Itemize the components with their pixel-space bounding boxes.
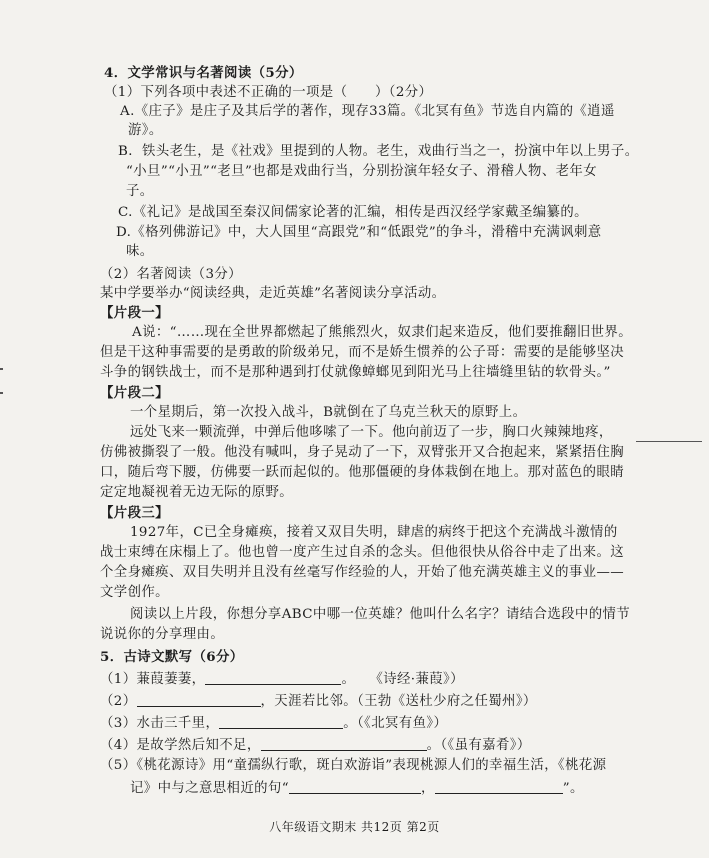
answer-blank[interactable] [219, 714, 343, 729]
q5-item-3 [100, 714, 447, 733]
q5-item-2-prompt: （2） [100, 694, 137, 709]
q4-1-option-d: D.《格列佛游记》中，大人国里“高跟党”和“低跟党”的争斗，滑稽中充满讽刺意 [116, 225, 602, 240]
answer-blank[interactable] [205, 670, 341, 685]
q5-item-2 [100, 692, 537, 711]
fragment-1-title: 【片段一】 [100, 305, 169, 321]
q4-1-option-b: B．铁头老生，是《社戏》里提到的人物。老生，戏曲行当之一，扮演中年以上男子。 [118, 144, 639, 159]
margin-binding-mark [0, 392, 3, 394]
q5-item-5-end: ”。 [562, 781, 584, 796]
margin-binding-mark [0, 368, 3, 370]
answer-blank[interactable] [261, 736, 427, 751]
q5-item-5-separator: ， [420, 781, 435, 796]
q5-heading: 5．古诗文默写（6分） [100, 649, 244, 665]
fragment-1-line: 但是干这种事需要的是勇敢的阶级弟兄，而不是娇生惯养的公子哥：需要的是能够坚决 [100, 345, 625, 360]
q4-1-stem: （1）下列各项中表述不正确的一项是（ ）（2分） [104, 85, 433, 100]
fragment-3-title: 【片段三】 [100, 505, 169, 521]
fragment-2-line: 远处飞来一颗流弹，中弹后他哆嗦了一下。他向前迈了一步，胸口火辣辣地疼， [130, 425, 613, 440]
q5-item-1-prompt: （1）蒹葭萋萋， [100, 672, 206, 687]
fragment-2-line: 仿佛被撕裂了一般。他没有喊叫，身子晃动了一下，双臂张开又合抱起来，紧紧捂住胸 [100, 445, 625, 460]
q5-item-5: （5）《桃花源诗》用“童孺纵行歌，斑白欢游诣”表现桃源人们的幸福生活，《桃花源 [100, 758, 607, 773]
fragment-3-line: 个全身瘫痪、双目失明并且没有丝毫写作经验的人，开始了他充满英雄主义的事业—— [100, 565, 625, 580]
fragment-3-line: 1927年，C已全身瘫痪，接着又双目失明，肆虐的病终于把这个充满战斗激情的 [130, 525, 618, 540]
q5-item-3-prompt: （3）水击三千里， [100, 716, 220, 731]
q4-1-option-b-cont: 子。 [126, 184, 154, 199]
q4-1-option-b-cont: “小旦”“小丑”“老旦”也都是戏曲行当，分别扮演年轻女子、滑稽人物、老年女 [126, 164, 597, 179]
fragment-3-line: 战士束缚在床榻上了。他也曾一度产生过自杀的念头。但他很快从俗谷中走了出来。这 [100, 545, 625, 560]
q4-1-option-a-cont: 游》。 [128, 123, 163, 138]
q4-2-task: 阅读以上片段，你想分享ABC中哪一位英雄？他叫什么名字？请结合选段中的情节 [130, 607, 631, 622]
fragment-3-line: 文学创作。 [100, 585, 169, 600]
q5-item-1 [100, 670, 464, 689]
fragment-2-line: 定定地凝视着无边无际的原野。 [100, 485, 294, 500]
page-footer: 八年级语文期末 共12页 第2页 [269, 820, 440, 834]
q5-item-5-cont [130, 779, 584, 798]
answer-line-margin [636, 441, 702, 442]
q4-1-option-d-cont: 味。 [126, 244, 154, 259]
q5-item-1-source: 。 《诗经·蒹葭》） [341, 672, 464, 687]
q5-item-4 [100, 736, 531, 755]
q5-item-4-prompt: （4）是故学然后知不足， [100, 738, 261, 753]
fragment-2-line: 口，随后弯下腰，仿佛要一跃而起似的。他那僵硬的身体栽倒在地上。那对蓝色的眼睛 [100, 465, 625, 480]
q4-heading: 4．文学常识与名著阅读（5分） [104, 65, 303, 81]
fragment-2-line: 一个星期后，第一次投入战斗，B就倒在了乌克兰秋天的原野上。 [130, 405, 527, 420]
q4-1-option-a: A.《庄子》是庄子及其后学的著作，现存33篇。《北冥有鱼》节选自内篇的《逍遥 [120, 104, 615, 119]
answer-blank[interactable] [289, 779, 421, 794]
fragment-2-title: 【片段二】 [100, 385, 169, 401]
q5-item-3-source: 。（《北冥有鱼》） [343, 716, 448, 731]
q4-2-stem: （2）名著阅读（3分） [100, 267, 242, 282]
fragment-1-line: 斗争的钢铁战士，而不是那种遇到打仗就像蟑螂见到阳光马上往墙缝里钻的软骨头。” [100, 365, 611, 380]
q4-2-task-cont: 说说你的分享理由。 [100, 627, 225, 642]
q5-item-4-source: 。（《虽有嘉肴》） [426, 738, 531, 753]
q5-item-5-prompt: 记》中与之意思相近的句“ [130, 781, 289, 796]
answer-blank[interactable] [137, 692, 261, 707]
q4-1-option-c: C.《礼记》是战国至秦汉间儒家论著的汇编，相传是西汉经学家戴圣编纂的。 [118, 205, 588, 220]
q5-item-2-source: ，天涯若比邻。（王勃《送杜少府之任蜀州》） [260, 694, 537, 709]
q4-2-intro: 某中学要举办“阅读经典，走近英雄”名著阅读分享活动。 [100, 286, 446, 301]
answer-blank[interactable] [435, 779, 563, 794]
fragment-1-line: A说：“……现在全世界都燃起了熊熊烈火，奴隶们起来造反，他们要推翻旧世界。 [132, 325, 632, 340]
